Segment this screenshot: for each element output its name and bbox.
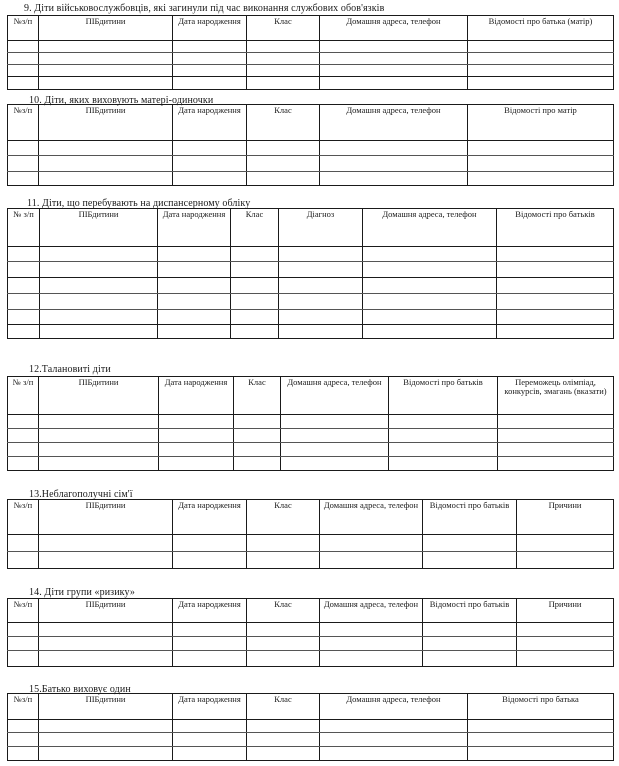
column-header: Клас [247,500,320,535]
column-header: №з/п [8,500,39,535]
column-header: Домашня адреса, телефон [363,209,497,247]
column-header: Дата народження [173,105,247,141]
column-header: Клас [247,694,320,720]
section-title: 15.Батько виховує один [29,684,131,695]
column-header: Відомості про батьків [497,209,614,247]
column-header: Клас [231,209,279,247]
table-row[interactable] [8,535,614,552]
column-header: ПІБдитини [39,377,159,415]
table-row[interactable] [8,294,614,310]
column-header: ПІБдитини [39,599,173,623]
table-row[interactable] [8,77,614,90]
section-title: 9. Діти військовослужбовців, які загинули під час виконання службових обов'язків [24,3,385,14]
form-table [7,15,614,90]
table-row[interactable] [8,415,614,429]
section-title: 14. Діти групи «ризику» [29,587,135,598]
column-header: Відомості про батька [468,694,614,720]
column-header: № з/п [8,209,40,247]
section-title: 11. Діти, що перебувають на диспансерному обліку [27,198,251,209]
column-header: Домашня адреса, телефон [320,599,423,623]
form-table [7,104,614,186]
column-header: Відомості про матір [468,105,614,141]
section-title: 10. Діти, яких виховують матері-одиночки [29,95,214,106]
table-row[interactable] [8,747,614,761]
column-header: Дата народження [173,599,247,623]
table-row[interactable] [8,651,614,667]
column-header: Відомості про батьків [389,377,498,415]
column-header: №з/п [8,16,39,41]
form-table [7,208,614,339]
column-header: №з/п [8,694,39,720]
column-header: Домашня адреса, телефон [320,16,468,41]
table-row[interactable] [8,172,614,186]
table-row[interactable] [8,443,614,457]
column-header: Причини [517,500,614,535]
table-row[interactable] [8,325,614,339]
table-row[interactable] [8,65,614,77]
table-row[interactable] [8,41,614,53]
form-table [7,499,614,569]
table-row[interactable] [8,733,614,747]
column-header: Домашня адреса, телефон [320,500,423,535]
column-header: ПІБдитини [39,500,173,535]
column-header: Відомості про батька (матір) [468,16,614,41]
column-header: Відомості про батьків [423,599,517,623]
table-row[interactable] [8,429,614,443]
column-header: ПІБдитини [39,16,173,41]
table-row[interactable] [8,310,614,325]
column-header: Дата народження [173,500,247,535]
column-header: Клас [247,105,320,141]
section-title: 13.Неблагополучні сім'ї [29,489,133,500]
column-header: Домашня адреса, телефон [320,694,468,720]
table-row[interactable] [8,53,614,65]
table-row[interactable] [8,278,614,294]
table-row[interactable] [8,623,614,637]
table-row[interactable] [8,141,614,156]
column-header: Переможець олімпіад, конкурсів, змагань (вказати) [498,377,614,415]
column-header: Клас [247,599,320,623]
column-header: Дата народження [173,16,247,41]
table-row[interactable] [8,637,614,651]
column-header: Домашня адреса, телефон [320,105,468,141]
column-header: ПІБдитини [40,209,158,247]
column-header: ПІБдитини [39,694,173,720]
table-row[interactable] [8,156,614,172]
column-header: ПІБдитини [39,105,173,141]
table-row[interactable] [8,457,614,471]
form-table [7,598,614,667]
column-header: Клас [247,16,320,41]
table-row[interactable] [8,720,614,733]
column-header: №з/п [8,599,39,623]
column-header: Діагноз [279,209,363,247]
form-table [7,376,614,471]
table-row[interactable] [8,262,614,278]
form-table [7,693,614,761]
table-row[interactable] [8,552,614,569]
table-row[interactable] [8,247,614,262]
column-header: Причини [517,599,614,623]
column-header: Відомості про батьків [423,500,517,535]
column-header: Дата народження [158,209,231,247]
column-header: Домашня адреса, телефон [281,377,389,415]
column-header: №з/п [8,105,39,141]
column-header: Дата народження [159,377,234,415]
column-header: № з/п [8,377,39,415]
column-header: Клас [234,377,281,415]
section-title: 12.Талановиті діти [29,364,111,375]
column-header: Дата народження [173,694,247,720]
